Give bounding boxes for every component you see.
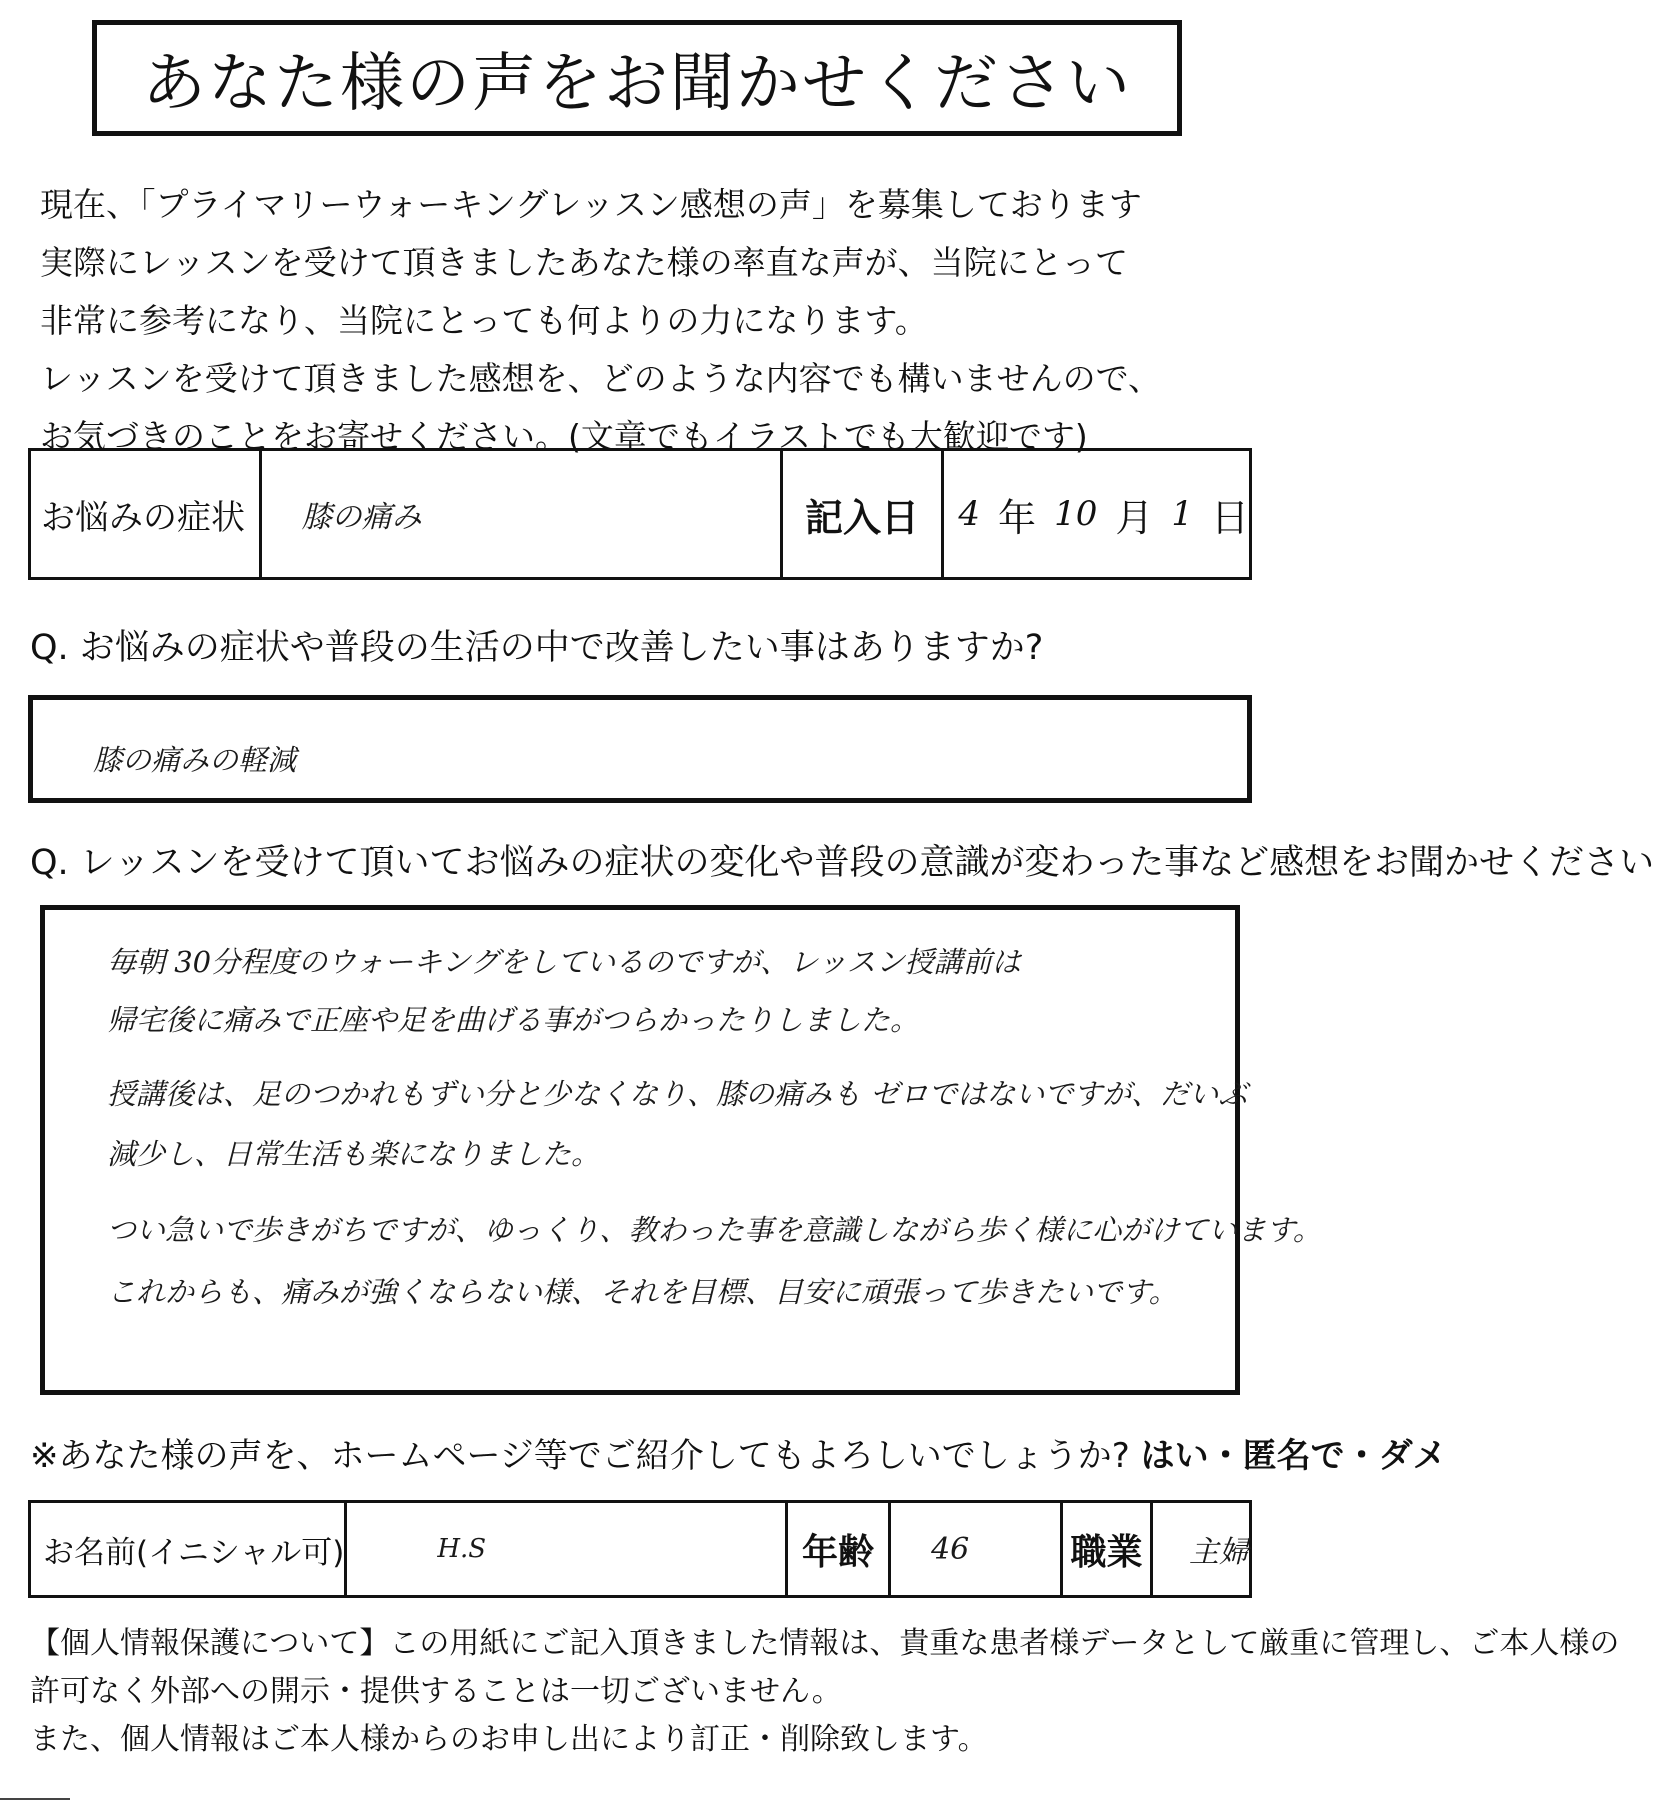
- date-value: [944, 487, 1249, 542]
- profile-table: [28, 1500, 1252, 1598]
- symptom-date-table: [28, 448, 1252, 580]
- consent-line: [30, 1428, 1447, 1477]
- answer-2-line: つい急いで歩きがちですが、ゆっくり、教わった事を意識しながら歩く様に心がけています。: [107, 1213, 1322, 1247]
- answer-1-box[interactable]: [28, 695, 1252, 803]
- date-month-unit: 月: [1115, 495, 1154, 540]
- intro-line: お気づきのことをお寄せください。(文章でもイラストでも大歓迎です): [40, 417, 1088, 456]
- age-label: 年齢: [801, 1531, 874, 1573]
- form-title: あなた様の声をお聞かせください: [92, 20, 1182, 136]
- date-year-unit: 年: [998, 495, 1037, 540]
- privacy-notice: [30, 1620, 1619, 1764]
- age-field[interactable]: [890, 1502, 1062, 1597]
- name-label-cell: [30, 1502, 346, 1597]
- job-value: 主婦: [1189, 1535, 1249, 1570]
- date-day: 1: [1171, 494, 1193, 534]
- question-1: Q. お悩みの症状や普段の生活の中で改善したい事はありますか?: [30, 628, 1044, 668]
- answer-2-line: これからも、痛みが強くならない様、それを目標、目安に頑張って歩きたいです。: [107, 1275, 1178, 1309]
- date-day-unit: 日: [1210, 495, 1249, 540]
- answer-2-line: 授講後は、足のつかれもずい分と少なくなり、膝の痛みも ゼロではないですが、だいぶ: [107, 1077, 1248, 1111]
- intro-line: 非常に参考になり、当院にとっても何よりの力になります。: [40, 301, 928, 340]
- job-label-cell: [1062, 1502, 1152, 1597]
- job-field[interactable]: [1152, 1502, 1251, 1597]
- privacy-line: 【個人情報保護について】この用紙にご記入頂きました情報は、貴重な患者様データとして厳重に管理し、ご本人様の: [30, 1626, 1620, 1661]
- question-2: Q. レッスンを受けて頂いてお悩みの症状の変化や普段の意識が変わった事など感想をお聞かせください: [30, 843, 1654, 883]
- intro-line: 実際にレッスンを受けて頂きましたあなた様の率直な声が、当院にとって: [40, 243, 1129, 282]
- consent-question: ※あなた様の声を、ホームページ等でご紹介してもよろしいでしょうか?: [30, 1436, 1130, 1476]
- date-label: 記入日: [804, 495, 919, 540]
- answer-2-line: 毎朝 30分程度のウォーキングをしているのですが、レッスン授講前は: [107, 945, 1021, 979]
- name-value: H.S: [437, 1534, 487, 1564]
- date-label-cell: [781, 450, 943, 579]
- answer-2-box[interactable]: [40, 905, 1322, 1395]
- privacy-line: また、個人情報はご本人様からのお申し出により訂正・削除致します。: [30, 1722, 988, 1757]
- date-field[interactable]: [943, 450, 1251, 579]
- date-year: 4: [958, 494, 981, 534]
- intro-line: 現在、「プライマリーウォーキングレッスン感想の声」を募集しております: [40, 185, 1142, 224]
- scan-edge-mark: [0, 1798, 70, 1800]
- answer-2-line: 帰宅後に痛みで正座や足を曲げる事がつらかったりしました。: [107, 1003, 920, 1037]
- answer-2-line: 減少し、日常生活も楽になりました。: [107, 1137, 601, 1171]
- intro-line: レッスンを受けて頂きました感想を、どのような内容でも構いませんので、: [40, 359, 1162, 398]
- intro-text: [40, 176, 1260, 466]
- name-field[interactable]: [346, 1502, 787, 1597]
- answer-1-text: 膝の痛みの軽減: [93, 743, 297, 777]
- symptom-label: お悩みの症状: [41, 497, 245, 538]
- job-label: 職業: [1070, 1531, 1143, 1573]
- date-month: 10: [1054, 494, 1098, 534]
- privacy-line: 許可なく外部への開示・提供することは一切ございません。: [30, 1674, 842, 1709]
- age-label-cell: [786, 1502, 889, 1597]
- age-value: 46: [931, 1531, 970, 1567]
- symptom-value: 膝の痛み: [301, 500, 422, 535]
- symptom-field[interactable]: [260, 450, 781, 579]
- name-label: お名前(イニシャル可): [43, 1534, 345, 1571]
- symptom-label-cell: [30, 450, 261, 579]
- consent-options[interactable]: はい・匿名で・ダメ: [1140, 1436, 1447, 1476]
